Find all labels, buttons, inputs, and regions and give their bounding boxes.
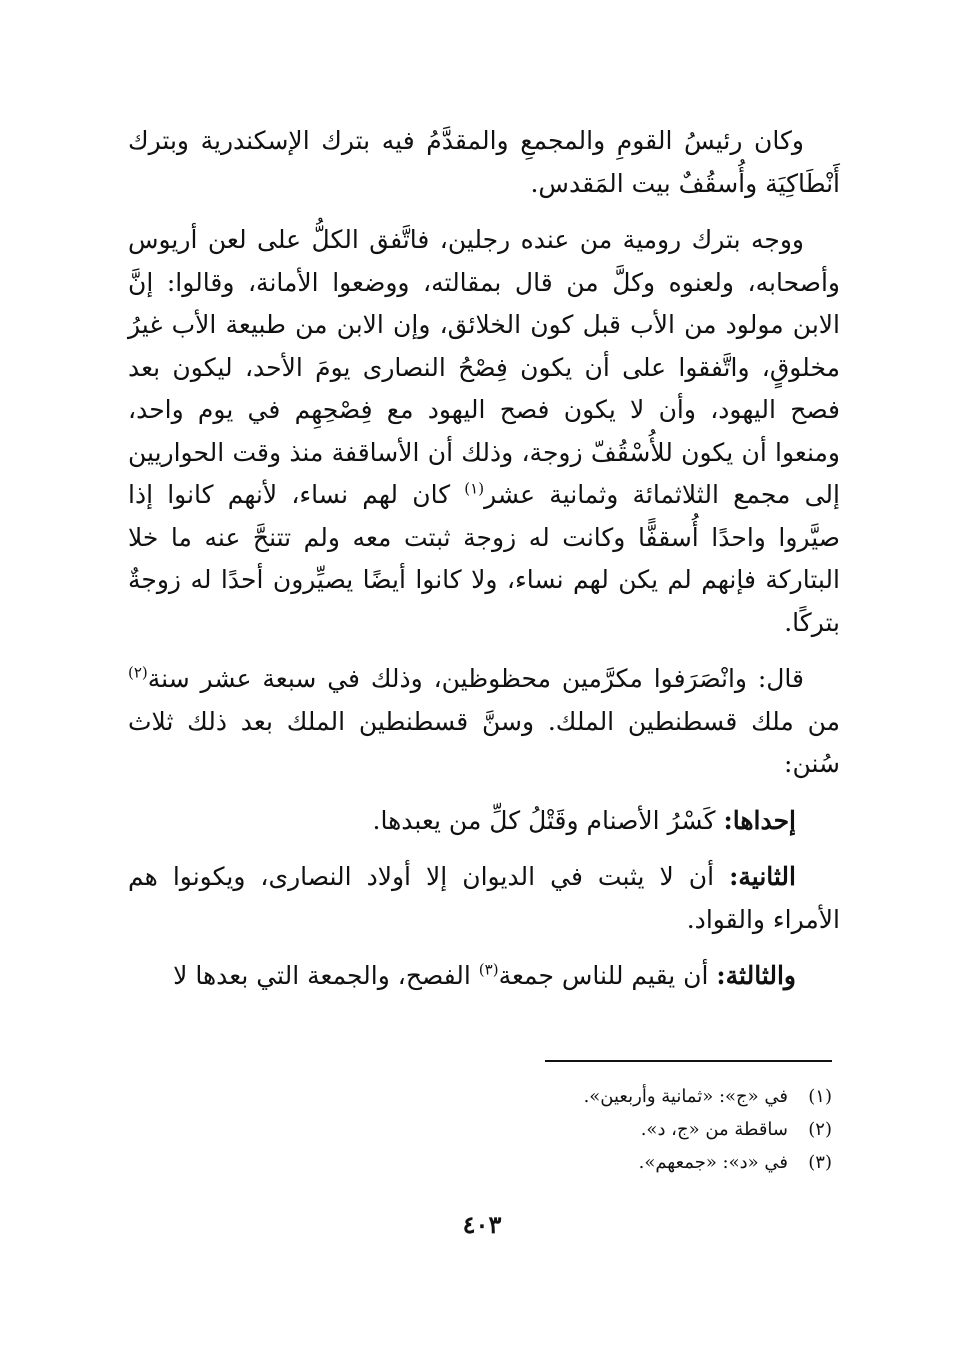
- list-item-third: [128, 955, 840, 998]
- list-item-third-label: والثالثة:: [716, 961, 796, 990]
- footnote-ref-1[interactable]: (١): [464, 479, 485, 498]
- paragraph-2: [128, 219, 840, 644]
- list-item-first-text: كَسْرُ الأصنام وقَتْلُ كلِّ من يعبدها.: [372, 805, 724, 835]
- footnote-3-text: في «د»: «جمعهم».: [638, 1152, 788, 1173]
- paragraph-1: [128, 120, 840, 205]
- list-item-third-text-a: أن يقيم للناس جمعة: [498, 961, 717, 990]
- footnote-2-number: (٢): [808, 1119, 832, 1140]
- paragraph-3-text-a: قال: وانْصَرَفوا مكرَّمين محظوظين، وذلك في سبعة عشر سنة: [147, 664, 804, 693]
- list-item-second: [128, 856, 840, 941]
- page-number: ٤٠٣: [462, 1210, 502, 1239]
- list-item-second-text: أن لا يثبت في الديوان إلا أولاد النصارى، ويكونوا هم الأمراء والقواد.: [128, 862, 840, 934]
- footnote-1-text: في «ج»: «ثمانية وأربعين».: [583, 1086, 788, 1107]
- footnote-1: [400, 1080, 832, 1113]
- footnotes: [400, 1080, 832, 1179]
- paragraph-3-text-b: من ملك قسطنطين الملك. وسنَّ قسطنطين الملك بعد ذلك ثلاث سُنن:: [128, 706, 840, 778]
- paragraph-1-text: وكان رئيسُ القومِ والمجمعِ والمقدَّمُ فيه بترك الإسكندرية وبترك أَنْطَاكِيَة وأُسقُفٌ بيت المَقدس.: [128, 126, 840, 198]
- list-item-second-label: الثانية:: [729, 862, 796, 891]
- footnote-2: [400, 1113, 832, 1146]
- list-item-third-text-b: الفصح، والجمعة التي بعدها لا: [173, 961, 479, 990]
- paragraph-2-text-a: ووجه بترك رومية من عنده رجلين، فاتَّفق الكلُّ على لعن أريوس وأصحابه، ولعنوه وكلَّ من قال بمقالته، ووضعوا الأمانة، وقالوا: إنَّ الابن مولود من الأب قبل كون الخلائق، وإن الابن من طبيعة الأب غيرُ مخلوقٍ، واتَّفقوا على أن يكون فِصْحُ النصارى يومَ الأحد، ليكون بعد فصح اليهود، وأن لا يكون فصح اليهود مع فِصْحِهِم في يوم واحد، ومنعوا أن يكون للأُسْقُفّ زوجة، وذلك أن الأساقفة منذ وقت الحواريين إلى مجمع الثلاثمائة وثمانية عشر: [128, 225, 840, 509]
- footnote-ref-2[interactable]: (٢): [128, 663, 148, 682]
- main-text: [128, 120, 840, 1012]
- footnote-1-number: (١): [808, 1086, 832, 1107]
- list-item-first: [128, 800, 840, 843]
- footnote-2-text: ساقطة من «ج، د».: [640, 1119, 788, 1140]
- footnote-3: [400, 1146, 832, 1179]
- footnote-3-number: (٣): [808, 1152, 832, 1173]
- paragraph-3: [128, 658, 840, 786]
- footnote-divider: [545, 1060, 832, 1062]
- footnote-ref-3[interactable]: (٣): [478, 960, 499, 979]
- list-item-first-label: إحداها:: [723, 805, 796, 835]
- paragraph-2-text-b: كان لهم نساء، لأنهم كانوا إذا صيَّروا واحدًا أُسقفًّا وكانت له زوجة ثبتت معه ولم تتنحَّ عنه ما خلا البتاركة فإنهم لم يكن لهم نساء، ولا كانوا أيضًا يصيِّرون أحدًا له زوجةٌ بتركًا.: [128, 480, 840, 637]
